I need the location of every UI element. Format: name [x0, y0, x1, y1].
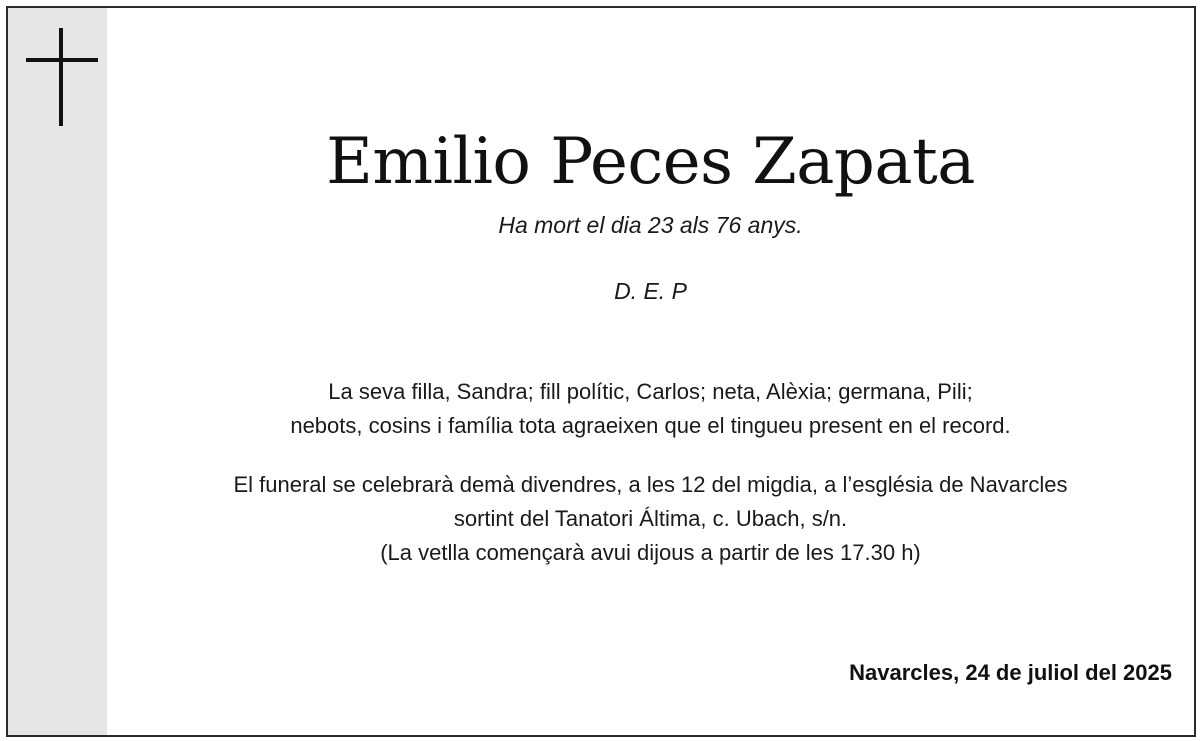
- funeral-paragraph: [107, 468, 1194, 570]
- family-paragraph: [107, 375, 1194, 443]
- funeral-line: sortint del Tanatori Áltima, c. Ubach, s/n.: [453, 506, 848, 531]
- side-band: [8, 8, 107, 735]
- cross-vertical-bar: [59, 28, 63, 126]
- death-info: Ha mort el dia 23 als 76 anys.: [498, 212, 803, 238]
- funeral-line: El funeral se celebrarà demà divendres, a les 12 del migdia, a l’església de Navarcles: [233, 472, 1068, 497]
- cross-icon: [26, 28, 98, 126]
- rip-abbreviation: D. E. P: [614, 278, 687, 304]
- funeral-line: (La vetlla començarà avui dijous a partir de les 17.30 h): [380, 540, 921, 565]
- family-line: nebots, cosins i família tota agraeixen que el tingueu present en el record.: [290, 413, 1011, 438]
- obituary-card: [6, 6, 1196, 737]
- place-date: Navarcles, 24 de juliol del 2025: [849, 660, 1172, 685]
- family-line: La seva filla, Sandra; fill polític, Carlos; neta, Alèxia; germana, Pili;: [328, 379, 973, 404]
- deceased-name: Emilio Peces Zapata: [326, 125, 975, 199]
- cross-horizontal-bar: [26, 58, 98, 62]
